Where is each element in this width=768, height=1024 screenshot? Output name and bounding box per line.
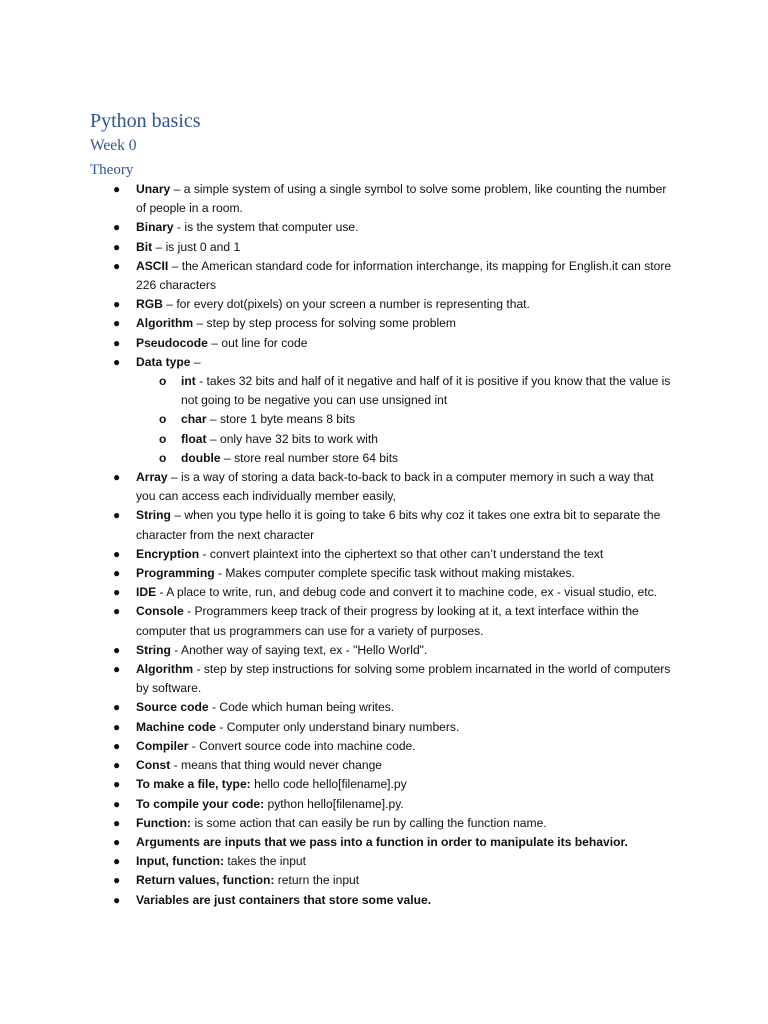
bullet-icon: ● <box>113 239 121 254</box>
section-heading: Theory <box>90 162 134 178</box>
circle-bullet-icon: o <box>159 431 167 446</box>
theory-list <box>0 180 768 910</box>
list-item: ● Compiler - Convert source code into machine code. <box>0 737 676 756</box>
bullet-icon: ● <box>113 220 121 235</box>
list-item: ● Algorithm - step by step instructions for solving some problem incarnated in the world of computers by software. <box>113 662 671 696</box>
bullet-icon: ● <box>113 642 121 657</box>
bullet-icon: ● <box>113 758 121 773</box>
list-item: ● Algorithm – step by step process for solving some problem <box>0 314 676 333</box>
bullet-icon: ● <box>113 316 121 331</box>
bullet-icon: ● <box>113 700 121 715</box>
list-item: ● Array – is a way of storing a data back-to-back to back in a computer memory in such a way that you can access each individually member easily, <box>113 470 654 504</box>
list-item: ● Variables are just containers that store some value. <box>0 891 676 910</box>
list-item: ● Function: is some action that can easily be run by calling the function name. <box>0 814 676 833</box>
list-item: ● String – when you type hello it is going to take 6 bits why coz it takes one extra bit to separate the character from the next character <box>113 508 661 542</box>
list-item: ● To make a file, type: hello code hello[filename].py <box>0 775 676 794</box>
bullet-icon: ● <box>113 719 121 734</box>
circle-bullet-icon: o <box>159 412 167 427</box>
document-title: Python basics <box>90 110 201 132</box>
data-type-item: o int - takes 32 bits and half of it negative and half of it is positive if you know that the value is not going to be negative you can use unsigned int <box>159 374 671 408</box>
list-item: ● Encryption - convert plaintext into the ciphertext so that other can’t understand the text <box>0 545 676 564</box>
bullet-icon: ● <box>113 297 121 312</box>
list-item: ● Bit – is just 0 and 1 <box>0 238 676 257</box>
document-subtitle: Week 0 <box>90 137 137 154</box>
bullet-icon: ● <box>113 566 121 581</box>
list-item: ● Programming - Makes computer complete specific task without making mistakes. <box>0 564 676 583</box>
list-item: ● Binary - is the system that computer use. <box>0 218 676 237</box>
bullet-icon: ● <box>113 815 121 830</box>
bullet-icon: ● <box>113 546 121 561</box>
list-item: ● Source code - Code which human being writes. <box>0 698 676 717</box>
bullet-icon: ● <box>113 508 121 523</box>
bullet-icon: ● <box>113 796 121 811</box>
list-item: ● Pseudocode – out line for code <box>0 334 676 353</box>
bullet-icon: ● <box>113 834 121 849</box>
list-item: ● To compile your code: python hello[filename].py. <box>0 795 676 814</box>
bullet-icon: ● <box>113 470 121 485</box>
bullet-icon: ● <box>113 662 121 677</box>
bullet-icon: ● <box>113 182 121 196</box>
list-item: ● Const - means that thing would never change <box>0 756 676 775</box>
bullet-icon: ● <box>113 354 121 369</box>
bullet-icon: ● <box>113 892 121 907</box>
bullet-icon: ● <box>113 873 121 888</box>
list-item: ● Return values, function: return the input <box>0 871 676 890</box>
list-item: ● Machine code - Computer only understand binary numbers. <box>0 718 676 737</box>
bullet-icon: ● <box>113 777 121 792</box>
list-item: ● Input, function: takes the input <box>0 852 676 871</box>
list-item: ● ASCII – the American standard code for information interchange, its mapping for English.it can store 226 characters <box>113 258 672 293</box>
list-item: ● Data type – o int - takes 32 bits and half of it negative and half of it is positive if you know that the value is not going to be negative you can use unsigned int o char – store 1 byte means 8 bits o float – only have 32 bits to work with o double – store real number store 64 bits <box>0 353 676 468</box>
bullet-icon: ● <box>113 604 121 619</box>
list-item: ● String - Another way of saying text, ex - "Hello World". <box>0 641 676 660</box>
list-item: ● Arguments are inputs that we pass into a function in order to manipulate its behavior. <box>0 833 676 852</box>
data-type-list <box>136 372 676 468</box>
circle-bullet-icon: o <box>159 450 167 465</box>
list-item: ● RGB – for every dot(pixels) on your screen a number is representing that. <box>0 295 676 314</box>
data-type-item: o float – only have 32 bits to work with <box>136 430 676 449</box>
data-type-item: o double – store real number store 64 bits <box>136 449 676 468</box>
list-item: ● IDE - A place to write, run, and debug code and convert it to machine code, ex - visual studio, etc. <box>0 583 676 602</box>
bullet-icon: ● <box>113 738 121 753</box>
list-item: ● Unary – a simple system of using a single symbol to solve some problem, like counting the number of people in a room. <box>113 182 667 216</box>
bullet-icon: ● <box>113 335 121 350</box>
data-type-item: o char – store 1 byte means 8 bits <box>136 410 676 429</box>
list-item: ● Console - Programmers keep track of their progress by looking at it, a text interface within the computer that us programmers can use for a variety of purposes. <box>113 604 639 638</box>
bullet-icon: ● <box>113 854 121 869</box>
bullet-icon: ● <box>113 585 121 600</box>
circle-bullet-icon: o <box>159 374 167 389</box>
bullet-icon: ● <box>113 258 121 273</box>
